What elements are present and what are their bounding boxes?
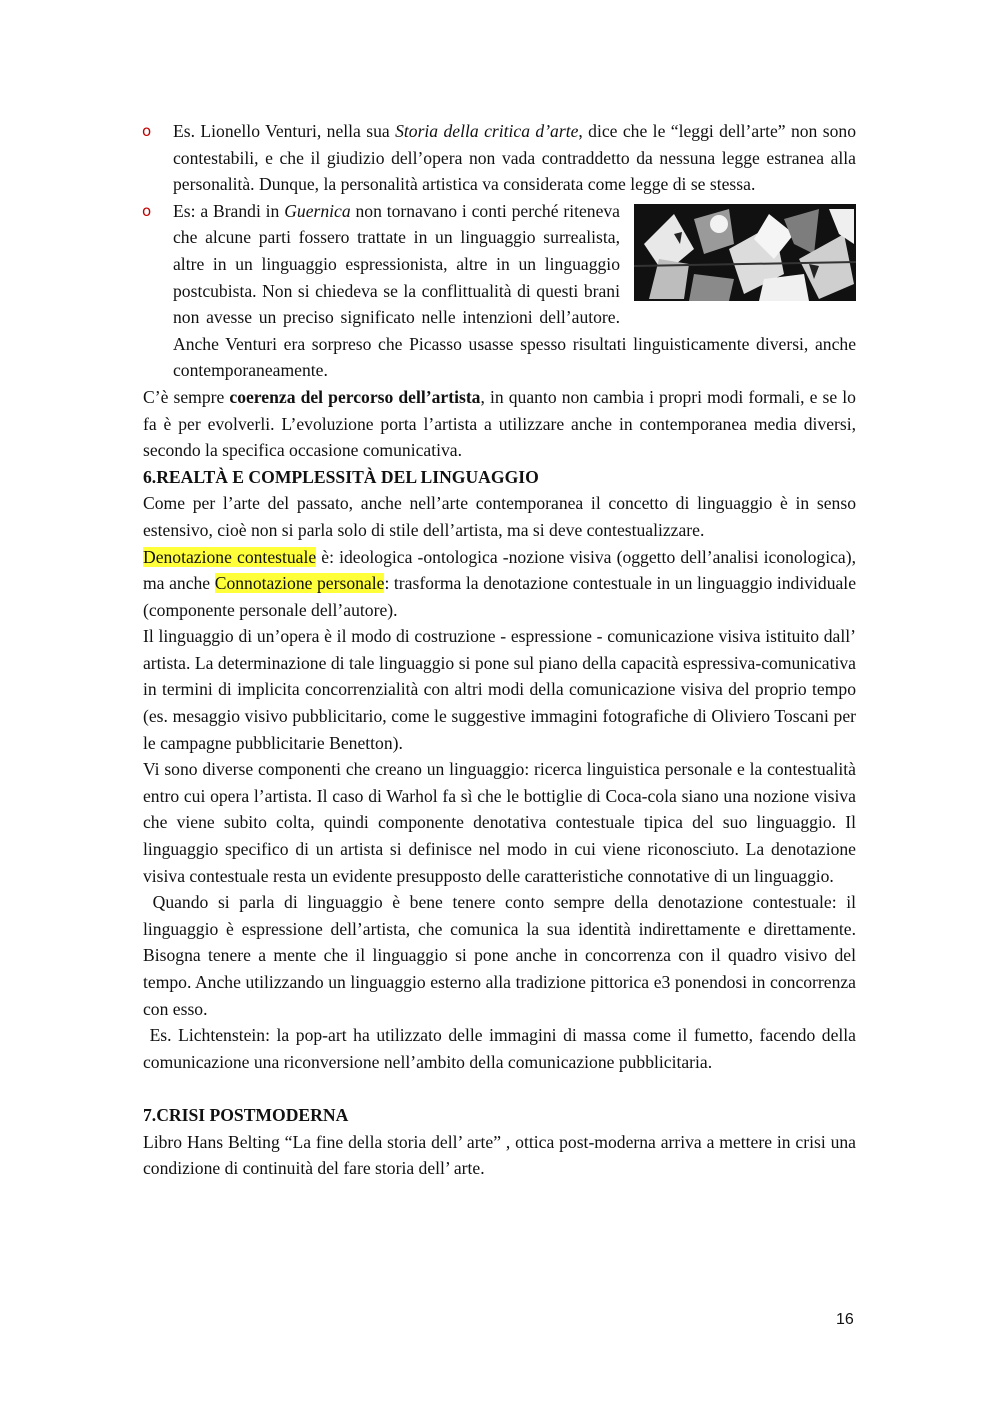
section-6-paragraph-6: Es. Lichtenstein: la pop-art ha utilizzato delle immagini di massa come il fumetto, facendo della comunicazione una riconversione nell’ambito della comunicazione pubblicitaria.	[143, 1025, 861, 1072]
coherence-text-end: , in quanto non cambia i propri modi formali, e se lo fa è per evolverli. L’evoluzione porta l’artista a utilizzare anche in contemporanea media diversi, secondo la specifica occasione comunicativa.	[143, 386, 856, 461]
coherence-bold: coerenza del percorso dell’artista	[229, 386, 481, 407]
guernica-image	[634, 204, 856, 301]
book-title-italic: Storia della critica d’arte	[395, 121, 579, 141]
page-number: 16	[836, 1311, 854, 1328]
section-6-paragraph-2	[143, 544, 856, 624]
bullet-brandi-text-start: Es: a Brandi in	[173, 200, 285, 221]
section-7-paragraph-1: Libro Hans Belting “La fine della storia dell’ arte” , ottica post-moderna arriva a mettere in crisi una condizione di continuità del fare storia dell’ arte.	[143, 1131, 856, 1179]
connotazione-text: : trasforma la denotazione contestuale in un linguaggio individuale (componente personale dell’autore).	[143, 573, 857, 620]
highlight-denotazione: Denotazione contestuale	[143, 546, 317, 567]
bullet-venturi	[143, 118, 856, 198]
section-6-paragraph-1: Come per l’arte del passato, anche nell’arte contemporanea il concetto di linguaggio è in senso estensivo, cioè non si parla solo di stile dell’artista, ma si deve contestualizzare.	[143, 493, 856, 540]
bullet-marker: o	[142, 122, 152, 140]
denotazione-text: è: ideologica -ontologica -nozione visiva (oggetto dell’analisi iconologica), ma anche	[143, 546, 856, 594]
section-gap	[143, 1075, 856, 1102]
bullet-venturi-text-end: , dice che le “leggi dell’arte” non sono contestabili, e che il giudizio dell’opera non vada contraddetto da nessuna legge estranea alla personalità. Dunque, la personalità artistica va considerata come legge di se stessa.	[173, 121, 856, 195]
paragraph-coherence	[143, 384, 856, 464]
highlight-connotazione: Connotazione personale	[214, 573, 385, 594]
section-6-heading: 6.REALTÀ E COMPLESSITÀ DEL LINGUAGGIO	[143, 466, 539, 487]
bullet-brandi	[143, 198, 856, 384]
section-7-heading: 7.CRISI POSTMODERNA	[143, 1104, 349, 1125]
bullet-marker: o	[142, 201, 152, 220]
section-6-paragraph-4: Vi sono diverse componenti che creano un linguaggio: ricerca linguistica personale e la contestualità entro cui opera l’artista. Il caso di Warhol fa sì che le bottiglie di Coca-cola siano una nozione visiva che viene subito colta, quindi componente denotativa contestuale tipica del suo linguaggio. Il linguaggio specifico di un artista si definisce nel modo in cui viene riconosciuto. La denotazione visiva contestuale resta un evidente presupposto delle caratteristiche connotative di un linguaggio.	[143, 759, 856, 886]
guernica-title-italic: Guernica	[284, 200, 351, 221]
bullet-brandi-text-end: non tornavano i conti perché riteneva che alcune parti fossero trattate in un linguaggio surrealista, altre in un linguaggio espressionista, altre in un linguaggio postcubista. Non si chiedeva se la conflittualità di questi brani non avesse un preciso significato nelle intenzioni dell’autore. Anche Venturi era sorpreso che Picasso usasse spesso risultati linguisticamente diversi, anche contemporaneamente.	[173, 200, 856, 381]
section-6-paragraph-3: Il linguaggio di un’opera è il modo di costruzione - espressione - comunicazione visiva istituito dall’ artista. La determinazione di tale linguaggio si pone sul piano della capacità espressiva-comunicativa in termini di implicita concorrenzialità con altri modi della comunicazione visiva del proprio tempo (es. mesaggio visivo pubblicitario, come le suggestive immagini fotografiche di Oliviero Toscani per le campagne pubblicitarie Benetton).	[143, 626, 856, 753]
document-body	[142, 118, 861, 1182]
section-6-paragraph-5: Quando si parla di linguaggio è bene tenere conto sempre della denotazione contestuale: il linguaggio è espressione dell’artista, che comunica la sua identità indirettamente e direttamente. Bisogna tenere a mente che il linguaggio si pone anche in concorrenza con il quadro visivo del tempo. Anche utilizzando un linguaggio esterno alla tradizione pittorica e3 ponendosi in concorrenza con esso.	[143, 892, 861, 1019]
coherence-text-start: C’è sempre	[143, 386, 230, 407]
bullet-venturi-text-start: Es. Lionello Venturi, nella sua	[173, 121, 396, 141]
